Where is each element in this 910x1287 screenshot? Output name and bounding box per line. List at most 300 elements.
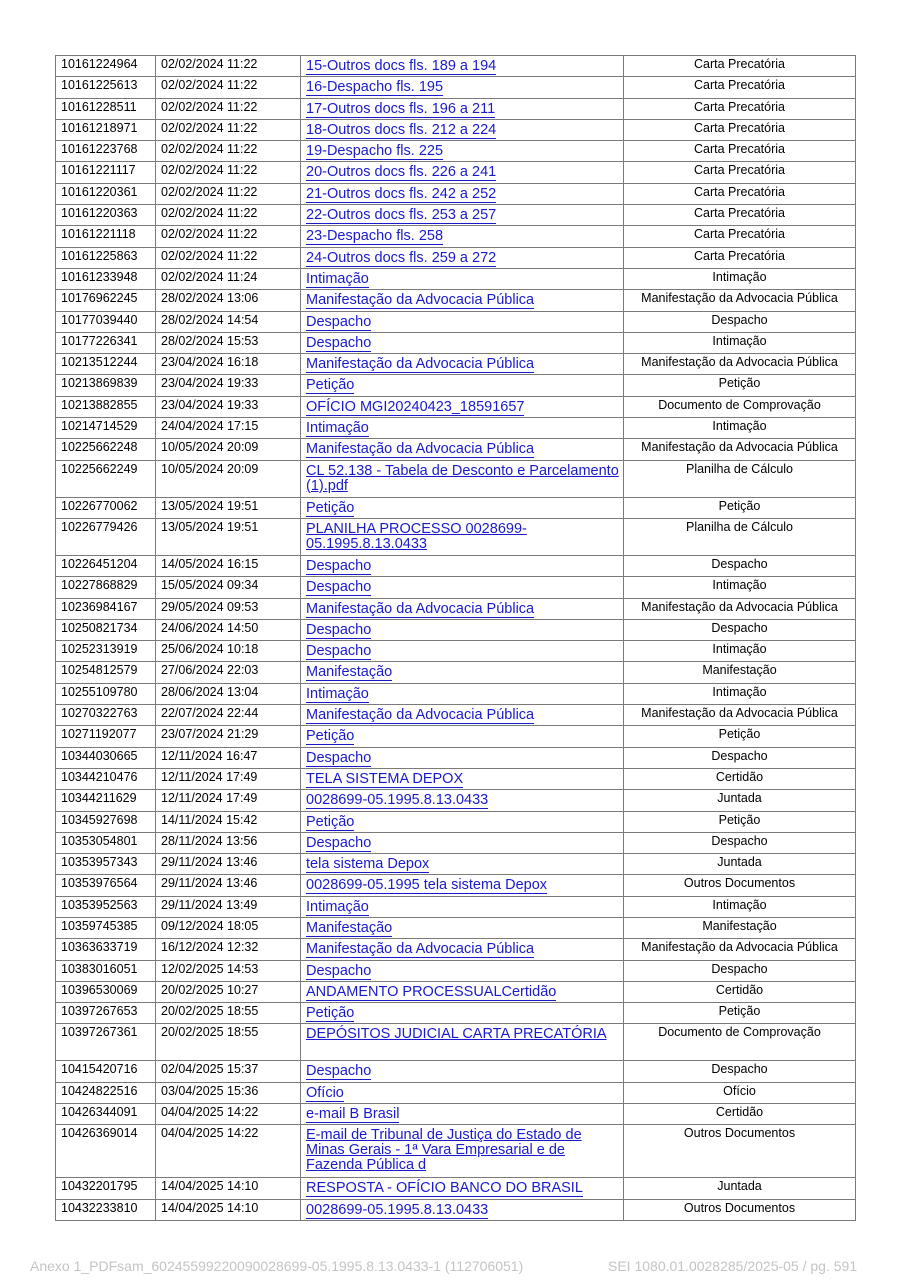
document-title-cell — [301, 141, 624, 162]
table-row — [56, 641, 856, 662]
table-row — [56, 832, 856, 853]
document-link[interactable]: Petição — [306, 377, 355, 394]
table-row — [56, 981, 856, 1002]
document-link[interactable]: 20-Outros docs fls. 226 a 241 — [306, 164, 497, 181]
document-title-cell — [301, 577, 624, 598]
document-id-cell: 10271192077 — [56, 726, 156, 747]
document-id-cell: 10161225613 — [56, 77, 156, 98]
document-title-cell — [301, 77, 624, 98]
document-link[interactable]: Intimação — [306, 685, 369, 702]
document-title-cell — [301, 875, 624, 896]
document-title-cell — [301, 705, 624, 726]
table-row — [56, 683, 856, 704]
table-row — [56, 1104, 856, 1125]
document-id-cell: 10236984167 — [56, 598, 156, 619]
document-date-cell: 28/06/2024 13:04 — [156, 683, 301, 704]
document-link[interactable]: Despacho — [306, 579, 372, 596]
table-row — [56, 875, 856, 896]
document-title-cell — [301, 981, 624, 1002]
document-date-cell: 25/06/2024 10:18 — [156, 641, 301, 662]
table-row — [56, 518, 856, 555]
document-link[interactable]: Despacho — [306, 1063, 372, 1080]
document-type-cell: Despacho — [624, 1061, 856, 1082]
document-id-cell: 10252313919 — [56, 641, 156, 662]
document-link[interactable]: Petição — [306, 499, 355, 516]
document-link[interactable]: Despacho — [306, 834, 372, 851]
table-row — [56, 917, 856, 938]
document-date-cell: 23/07/2024 21:29 — [156, 726, 301, 747]
table-row — [56, 268, 856, 289]
document-type-cell: Juntada — [624, 854, 856, 875]
document-id-cell: 10353952563 — [56, 896, 156, 917]
table-row — [56, 98, 856, 119]
document-title-cell — [301, 226, 624, 247]
document-id-cell: 10270322763 — [56, 705, 156, 726]
document-title-cell — [301, 205, 624, 226]
document-type-cell: Carta Precatória — [624, 205, 856, 226]
document-id-cell: 10177226341 — [56, 332, 156, 353]
document-id-cell: 10396530069 — [56, 981, 156, 1002]
document-link[interactable]: Petição — [306, 728, 355, 745]
document-date-cell: 12/11/2024 17:49 — [156, 790, 301, 811]
document-type-cell: Outros Documentos — [624, 875, 856, 896]
document-date-cell: 20/02/2025 18:55 — [156, 1024, 301, 1061]
document-title-cell — [301, 98, 624, 119]
table-row — [56, 854, 856, 875]
document-type-cell: Planilha de Cálculo — [624, 518, 856, 555]
table-row — [56, 790, 856, 811]
document-title-cell — [301, 268, 624, 289]
document-date-cell: 02/02/2024 11:22 — [156, 119, 301, 140]
table-row — [56, 460, 856, 497]
document-title-cell — [301, 662, 624, 683]
document-date-cell: 02/04/2025 15:37 — [156, 1061, 301, 1082]
document-date-cell: 13/05/2024 19:51 — [156, 518, 301, 555]
document-type-cell: Outros Documentos — [624, 1199, 856, 1220]
document-type-cell: Petição — [624, 811, 856, 832]
table-row — [56, 598, 856, 619]
document-date-cell: 14/04/2025 14:10 — [156, 1199, 301, 1220]
table-row — [56, 290, 856, 311]
document-id-cell: 10254812579 — [56, 662, 156, 683]
document-date-cell: 02/02/2024 11:22 — [156, 247, 301, 268]
document-title-cell — [301, 683, 624, 704]
table-row — [56, 119, 856, 140]
footer-page-reference: SEI 1080.01.0028285/2025-05 / pg. 591 — [608, 1258, 858, 1274]
table-row — [56, 311, 856, 332]
table-row — [56, 811, 856, 832]
document-id-cell: 10226451204 — [56, 555, 156, 576]
document-type-cell: Carta Precatória — [624, 56, 856, 77]
document-id-cell: 10161218971 — [56, 119, 156, 140]
document-id-cell: 10161228511 — [56, 98, 156, 119]
document-title-cell — [301, 790, 624, 811]
document-type-cell: Certidão — [624, 768, 856, 789]
table-row — [56, 747, 856, 768]
document-title-cell — [301, 497, 624, 518]
document-date-cell: 16/12/2024 12:32 — [156, 939, 301, 960]
document-type-cell: Carta Precatória — [624, 119, 856, 140]
document-title-cell — [301, 598, 624, 619]
document-id-cell: 10176962245 — [56, 290, 156, 311]
document-link[interactable]: Ofício — [306, 1084, 344, 1101]
document-id-cell: 10345927698 — [56, 811, 156, 832]
document-id-cell: 10227868829 — [56, 577, 156, 598]
document-title-cell — [301, 917, 624, 938]
table-row — [56, 418, 856, 439]
document-link[interactable]: tela sistema Depox — [306, 856, 430, 873]
document-title-cell — [301, 747, 624, 768]
document-type-cell: Intimação — [624, 683, 856, 704]
document-date-cell: 13/05/2024 19:51 — [156, 497, 301, 518]
table-row — [56, 662, 856, 683]
document-title-cell — [301, 418, 624, 439]
document-date-cell: 12/11/2024 16:47 — [156, 747, 301, 768]
document-date-cell: 14/04/2025 14:10 — [156, 1178, 301, 1199]
document-link[interactable]: E-mail de Tribunal de Justiça do Estado de Minas Gerais - 1ª Vara Empresarial e de Fazenda Pública d — [306, 1127, 582, 1174]
document-date-cell: 10/05/2024 20:09 — [156, 460, 301, 497]
document-type-cell: Juntada — [624, 1178, 856, 1199]
table-row — [56, 768, 856, 789]
document-id-cell: 10397267361 — [56, 1024, 156, 1061]
document-id-cell: 10225662249 — [56, 460, 156, 497]
document-type-cell: Manifestação — [624, 662, 856, 683]
table-row — [56, 1178, 856, 1199]
document-type-cell: Petição — [624, 1003, 856, 1024]
document-date-cell: 02/02/2024 11:22 — [156, 183, 301, 204]
document-date-cell: 15/05/2024 09:34 — [156, 577, 301, 598]
document-link[interactable]: Despacho — [306, 557, 372, 574]
document-date-cell: 23/04/2024 19:33 — [156, 396, 301, 417]
document-type-cell: Carta Precatória — [624, 226, 856, 247]
document-type-cell: Despacho — [624, 619, 856, 640]
document-id-cell: 10161220363 — [56, 205, 156, 226]
document-date-cell: 02/02/2024 11:22 — [156, 56, 301, 77]
document-date-cell: 14/11/2024 15:42 — [156, 811, 301, 832]
document-type-cell: Planilha de Cálculo — [624, 460, 856, 497]
document-id-cell: 10255109780 — [56, 683, 156, 704]
document-link[interactable]: Manifestação — [306, 664, 393, 681]
document-type-cell: Manifestação da Advocacia Pública — [624, 439, 856, 460]
document-link[interactable]: 15-Outros docs fls. 189 a 194 — [306, 58, 497, 74]
document-id-cell: 10161233948 — [56, 268, 156, 289]
document-type-cell: Manifestação da Advocacia Pública — [624, 290, 856, 311]
document-title-cell — [301, 460, 624, 497]
document-id-cell: 10363633719 — [56, 939, 156, 960]
document-id-cell: 10226770062 — [56, 497, 156, 518]
document-title-cell — [301, 1061, 624, 1082]
document-link[interactable]: ANDAMENTO PROCESSUALCertidão — [306, 983, 557, 1000]
table-row — [56, 705, 856, 726]
document-id-cell: 10415420716 — [56, 1061, 156, 1082]
document-type-cell: Carta Precatória — [624, 247, 856, 268]
document-date-cell: 04/04/2025 14:22 — [156, 1104, 301, 1125]
document-title-cell — [301, 1125, 624, 1178]
document-link[interactable]: Intimação — [306, 420, 369, 437]
document-date-cell: 23/04/2024 19:33 — [156, 375, 301, 396]
document-link[interactable]: Manifestação — [306, 919, 393, 936]
document-date-cell: 29/11/2024 13:46 — [156, 875, 301, 896]
document-type-cell: Ofício — [624, 1082, 856, 1103]
document-link[interactable]: Despacho — [306, 334, 372, 351]
document-title-cell — [301, 726, 624, 747]
document-link[interactable]: 0028699-05.1995.8.13.0433 — [306, 792, 489, 809]
document-type-cell: Petição — [624, 375, 856, 396]
table-row — [56, 1082, 856, 1103]
document-link[interactable]: Despacho — [306, 749, 372, 766]
table-row — [56, 439, 856, 460]
document-link[interactable]: e-mail B Brasil — [306, 1106, 400, 1123]
document-title-cell — [301, 555, 624, 576]
document-title-cell — [301, 1104, 624, 1125]
page-footer — [0, 1258, 910, 1274]
document-link[interactable]: PLANILHA PROCESSO 0028699-05.1995.8.13.0433 — [306, 520, 527, 552]
table-row — [56, 939, 856, 960]
document-type-cell: Juntada — [624, 790, 856, 811]
document-link[interactable]: 16-Despacho fls. 195 — [306, 79, 444, 96]
document-title-cell — [301, 1178, 624, 1199]
document-title-cell — [301, 439, 624, 460]
document-id-cell: 10250821734 — [56, 619, 156, 640]
document-title-cell — [301, 354, 624, 375]
document-id-cell: 10161220361 — [56, 183, 156, 204]
document-link[interactable]: 21-Outros docs fls. 242 a 252 — [306, 185, 497, 202]
document-type-cell: Carta Precatória — [624, 98, 856, 119]
document-date-cell: 27/06/2024 22:03 — [156, 662, 301, 683]
document-id-cell: 10353957343 — [56, 854, 156, 875]
document-link[interactable]: Manifestação da Advocacia Pública — [306, 707, 535, 724]
document-id-cell: 10161221118 — [56, 226, 156, 247]
document-date-cell: 02/02/2024 11:22 — [156, 98, 301, 119]
document-link[interactable]: Manifestação da Advocacia Pública — [306, 600, 535, 617]
document-date-cell: 20/02/2025 18:55 — [156, 1003, 301, 1024]
table-row — [56, 354, 856, 375]
document-id-cell: 10353054801 — [56, 832, 156, 853]
document-date-cell: 24/06/2024 14:50 — [156, 619, 301, 640]
document-title-cell — [301, 854, 624, 875]
document-type-cell: Outros Documentos — [624, 1125, 856, 1178]
document-link[interactable]: OFÍCIO MGI20240423_18591657 — [306, 398, 525, 415]
document-link[interactable]: Despacho — [306, 962, 372, 979]
table-row — [56, 1199, 856, 1220]
table-row — [56, 1061, 856, 1082]
document-date-cell: 10/05/2024 20:09 — [156, 439, 301, 460]
document-link[interactable]: 0028699-05.1995 tela sistema Depox — [306, 877, 548, 894]
document-link[interactable]: 0028699-05.1995.8.13.0433 — [306, 1201, 489, 1218]
table-row — [56, 960, 856, 981]
document-id-cell: 10359745385 — [56, 917, 156, 938]
document-type-cell: Manifestação da Advocacia Pública — [624, 598, 856, 619]
document-type-cell: Manifestação da Advocacia Pública — [624, 354, 856, 375]
document-date-cell: 12/11/2024 17:49 — [156, 768, 301, 789]
document-type-cell: Carta Precatória — [624, 183, 856, 204]
document-title-cell — [301, 939, 624, 960]
documents-table-body — [56, 56, 856, 1221]
document-date-cell: 04/04/2025 14:22 — [156, 1125, 301, 1178]
table-row — [56, 141, 856, 162]
document-date-cell: 29/11/2024 13:49 — [156, 896, 301, 917]
document-type-cell: Petição — [624, 726, 856, 747]
document-id-cell: 10213512244 — [56, 354, 156, 375]
document-title-cell — [301, 1199, 624, 1220]
document-date-cell: 28/11/2024 13:56 — [156, 832, 301, 853]
document-date-cell: 02/02/2024 11:22 — [156, 162, 301, 183]
document-link[interactable]: Manifestação da Advocacia Pública — [306, 356, 535, 373]
document-title-cell — [301, 1003, 624, 1024]
table-row — [56, 226, 856, 247]
document-type-cell: Carta Precatória — [624, 162, 856, 183]
document-link[interactable]: Despacho — [306, 313, 372, 330]
document-link[interactable]: Manifestação da Advocacia Pública — [306, 441, 535, 458]
document-date-cell: 02/02/2024 11:22 — [156, 77, 301, 98]
document-type-cell: Despacho — [624, 747, 856, 768]
document-type-cell: Manifestação da Advocacia Pública — [624, 705, 856, 726]
document-type-cell: Certidão — [624, 1104, 856, 1125]
document-link[interactable]: TELA SISTEMA DEPOX — [306, 770, 464, 787]
document-date-cell: 20/02/2025 10:27 — [156, 981, 301, 1002]
document-title-cell — [301, 183, 624, 204]
document-date-cell: 28/02/2024 15:53 — [156, 332, 301, 353]
document-date-cell: 02/02/2024 11:22 — [156, 205, 301, 226]
footer-source-file: Anexo 1_PDFsam_60245599220090028699-05.1995.8.13.0433-1 (112706051) — [30, 1258, 524, 1274]
table-row — [56, 332, 856, 353]
document-type-cell: Despacho — [624, 960, 856, 981]
document-link[interactable]: RESPOSTA - OFÍCIO BANCO DO BRASIL — [306, 1180, 583, 1197]
document-id-cell: 10225662248 — [56, 439, 156, 460]
document-date-cell: 02/02/2024 11:22 — [156, 141, 301, 162]
document-title-cell — [301, 768, 624, 789]
document-title-cell — [301, 1024, 624, 1061]
document-id-cell: 10226779426 — [56, 518, 156, 555]
document-type-cell: Carta Precatória — [624, 77, 856, 98]
document-title-cell — [301, 619, 624, 640]
table-row — [56, 183, 856, 204]
document-title-cell — [301, 396, 624, 417]
document-type-cell: Despacho — [624, 832, 856, 853]
document-date-cell: 02/02/2024 11:24 — [156, 268, 301, 289]
document-link[interactable]: CL 52.138 - Tabela de Desconto e Parcelamento (1).pdf — [306, 462, 619, 494]
document-date-cell: 22/07/2024 22:44 — [156, 705, 301, 726]
document-id-cell: 10344211629 — [56, 790, 156, 811]
document-type-cell: Intimação — [624, 641, 856, 662]
table-row — [56, 205, 856, 226]
table-row — [56, 247, 856, 268]
document-link[interactable]: Manifestação da Advocacia Pública — [306, 292, 535, 309]
document-id-cell: 10161223768 — [56, 141, 156, 162]
document-title-cell — [301, 832, 624, 853]
table-row — [56, 896, 856, 917]
document-type-cell: Petição — [624, 497, 856, 518]
document-id-cell: 10432201795 — [56, 1178, 156, 1199]
document-id-cell: 10161224964 — [56, 56, 156, 77]
table-row — [56, 375, 856, 396]
document-title-cell — [301, 641, 624, 662]
document-date-cell: 29/11/2024 13:46 — [156, 854, 301, 875]
document-link[interactable]: Despacho — [306, 643, 372, 660]
document-type-cell: Documento de Comprovação — [624, 396, 856, 417]
document-link[interactable]: 18-Outros docs fls. 212 a 224 — [306, 121, 497, 138]
document-title-cell — [301, 518, 624, 555]
document-date-cell: 28/02/2024 14:54 — [156, 311, 301, 332]
table-row — [56, 497, 856, 518]
document-date-cell: 24/04/2024 17:15 — [156, 418, 301, 439]
table-row — [56, 577, 856, 598]
document-title-cell — [301, 119, 624, 140]
document-title-cell — [301, 375, 624, 396]
document-type-cell: Intimação — [624, 268, 856, 289]
document-link[interactable]: Petição — [306, 1005, 355, 1022]
document-title-cell — [301, 311, 624, 332]
document-id-cell: 10353976564 — [56, 875, 156, 896]
document-link[interactable]: 23-Despacho fls. 258 — [306, 228, 444, 245]
document-title-cell — [301, 290, 624, 311]
document-link[interactable]: 19-Despacho fls. 225 — [306, 143, 444, 160]
document-type-cell: Certidão — [624, 981, 856, 1002]
document-id-cell: 10426369014 — [56, 1125, 156, 1178]
document-title-cell — [301, 960, 624, 981]
document-title-cell — [301, 896, 624, 917]
table-row — [56, 77, 856, 98]
table-row — [56, 1024, 856, 1061]
document-date-cell: 03/04/2025 15:36 — [156, 1082, 301, 1103]
document-date-cell: 14/05/2024 16:15 — [156, 555, 301, 576]
document-title-cell — [301, 811, 624, 832]
table-row — [56, 555, 856, 576]
document-link[interactable]: Manifestação da Advocacia Pública — [306, 941, 535, 958]
document-type-cell: Intimação — [624, 332, 856, 353]
document-link[interactable]: DEPÓSITOS JUDICIAL CARTA PRECATÓRIA — [306, 1026, 607, 1043]
document-id-cell: 10424822516 — [56, 1082, 156, 1103]
document-date-cell: 23/04/2024 16:18 — [156, 354, 301, 375]
document-type-cell: Manifestação — [624, 917, 856, 938]
document-id-cell: 10432233810 — [56, 1199, 156, 1220]
table-row — [56, 396, 856, 417]
document-id-cell: 10383016051 — [56, 960, 156, 981]
table-row — [56, 726, 856, 747]
document-date-cell: 02/02/2024 11:22 — [156, 226, 301, 247]
table-row — [56, 1003, 856, 1024]
document-link[interactable]: Intimação — [306, 270, 369, 287]
document-title-cell — [301, 332, 624, 353]
document-id-cell: 10177039440 — [56, 311, 156, 332]
document-link[interactable]: 24-Outros docs fls. 259 a 272 — [306, 249, 497, 266]
document-id-cell: 10344030665 — [56, 747, 156, 768]
documents-table — [55, 55, 856, 1221]
document-title-cell — [301, 247, 624, 268]
document-type-cell: Despacho — [624, 311, 856, 332]
document-id-cell: 10161221117 — [56, 162, 156, 183]
document-date-cell: 09/12/2024 18:05 — [156, 917, 301, 938]
document-id-cell: 10214714529 — [56, 418, 156, 439]
document-link[interactable]: 17-Outros docs fls. 196 a 211 — [306, 100, 496, 117]
document-type-cell: Despacho — [624, 555, 856, 576]
document-link[interactable]: Petição — [306, 813, 355, 830]
document-title-cell — [301, 1082, 624, 1103]
document-link[interactable]: Intimação — [306, 898, 369, 915]
document-type-cell: Carta Precatória — [624, 141, 856, 162]
document-link[interactable]: Despacho — [306, 621, 372, 638]
document-id-cell: 10344210476 — [56, 768, 156, 789]
document-link[interactable]: 22-Outros docs fls. 253 a 257 — [306, 207, 497, 224]
document-type-cell: Intimação — [624, 577, 856, 598]
document-title-cell — [301, 56, 624, 77]
document-id-cell: 10161225863 — [56, 247, 156, 268]
document-type-cell: Intimação — [624, 896, 856, 917]
document-date-cell: 28/02/2024 13:06 — [156, 290, 301, 311]
document-id-cell: 10397267653 — [56, 1003, 156, 1024]
document-id-cell: 10426344091 — [56, 1104, 156, 1125]
document-title-cell — [301, 162, 624, 183]
